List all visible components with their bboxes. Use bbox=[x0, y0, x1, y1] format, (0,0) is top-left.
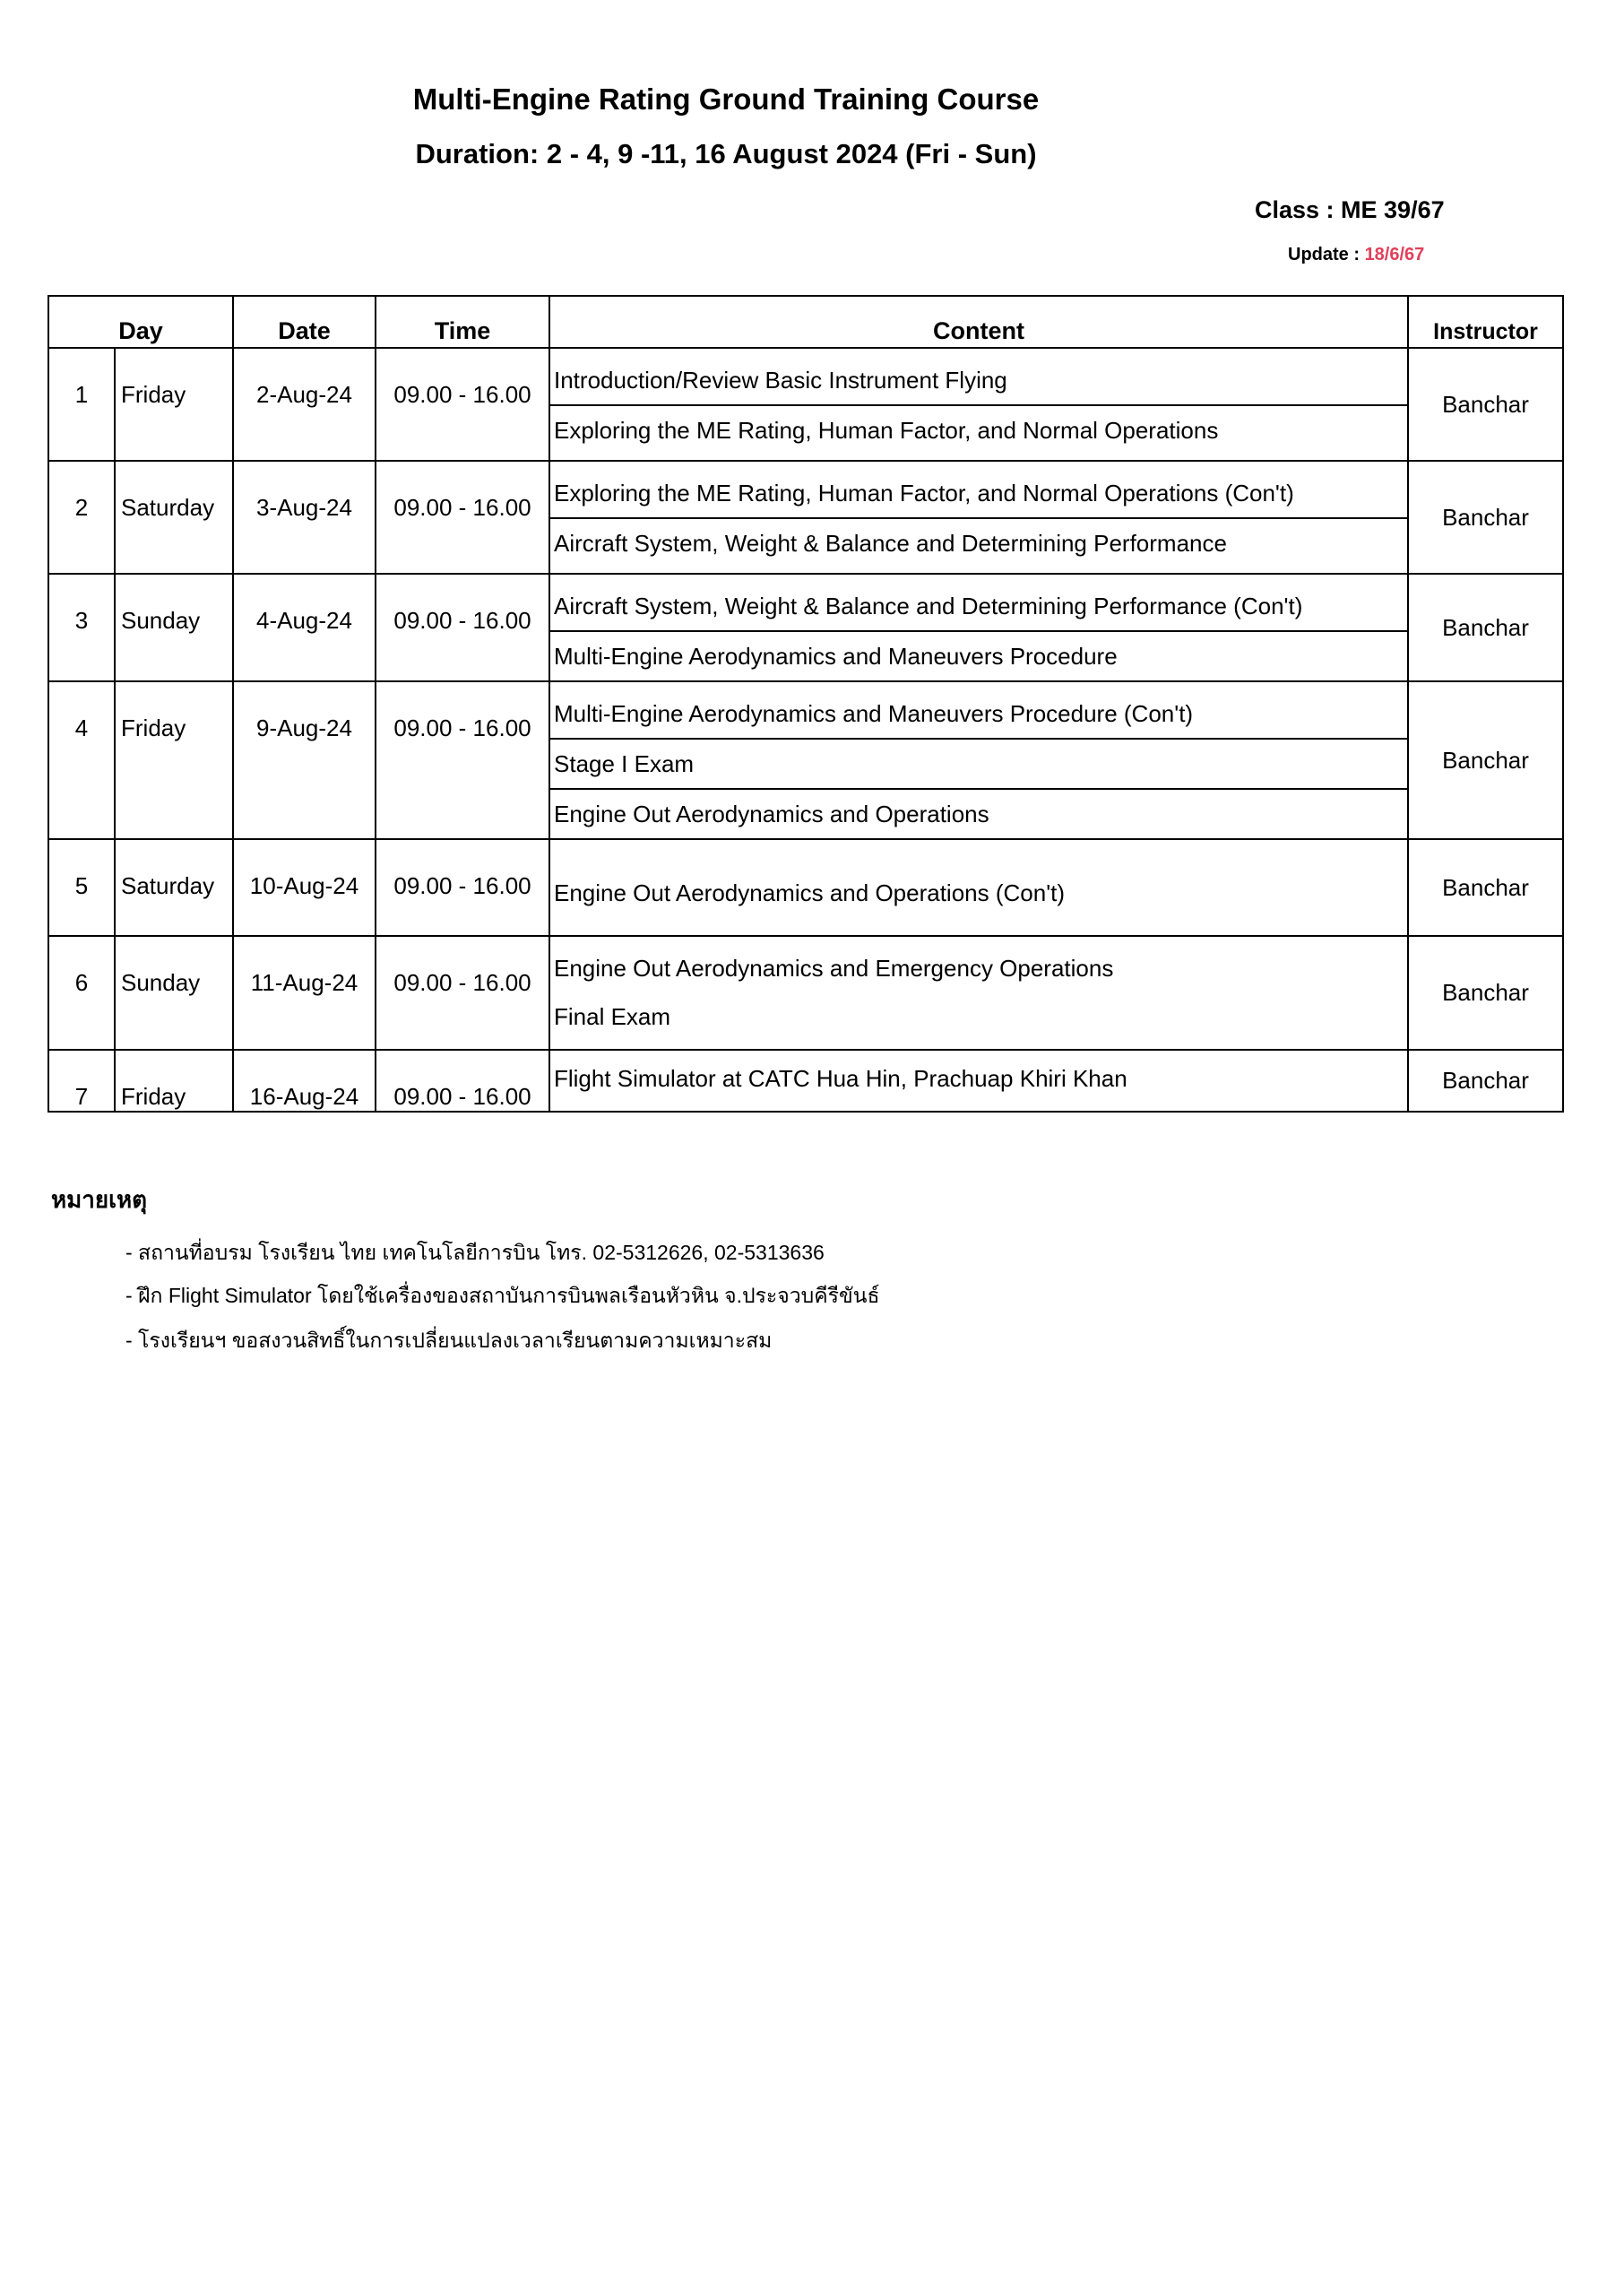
update-line bbox=[1288, 245, 1424, 265]
content-line: Stage I Exam bbox=[550, 738, 1407, 788]
row-content bbox=[549, 348, 1408, 461]
row-content bbox=[549, 461, 1408, 574]
table-row bbox=[48, 1050, 1563, 1112]
header-content: Content bbox=[549, 296, 1408, 348]
row-number: 4 bbox=[48, 681, 115, 839]
update-label: Update : bbox=[1288, 245, 1365, 264]
row-date: 2-Aug-24 bbox=[233, 348, 376, 461]
header-time: Time bbox=[376, 296, 549, 348]
row-content bbox=[549, 839, 1408, 936]
row-date: 11-Aug-24 bbox=[233, 936, 376, 1050]
row-day: Friday bbox=[115, 348, 233, 461]
row-time: 09.00 - 16.00 bbox=[376, 348, 549, 461]
course-duration: Duration: 2 - 4, 9 -11, 16 August 2024 (Fri - Sun) bbox=[415, 138, 1037, 169]
table-row bbox=[48, 681, 1563, 839]
table-row bbox=[48, 936, 1563, 1050]
row-content bbox=[549, 574, 1408, 681]
row-time: 09.00 - 16.00 bbox=[376, 461, 549, 574]
row-time: 09.00 - 16.00 bbox=[376, 681, 549, 839]
table-row bbox=[48, 348, 1563, 461]
class-label: Class : ME 39/67 bbox=[1255, 196, 1445, 223]
row-instructor: Banchar bbox=[1408, 461, 1563, 574]
row-time: 09.00 - 16.00 bbox=[376, 574, 549, 681]
row-number: 1 bbox=[48, 348, 115, 461]
table-row bbox=[48, 839, 1563, 936]
content-line: Flight Simulator at CATC Hua Hin, Prachuap Khiri Khan bbox=[554, 1065, 1127, 1092]
row-date: 9-Aug-24 bbox=[233, 681, 376, 839]
row-time: 09.00 - 16.00 bbox=[376, 936, 549, 1050]
content-line: Exploring the ME Rating, Human Factor, and Normal Operations (Con't) bbox=[554, 480, 1294, 507]
content-line: Aircraft System, Weight & Balance and Determining Performance (Con't) bbox=[554, 593, 1303, 619]
row-day: Saturday bbox=[115, 839, 233, 936]
schedule-table bbox=[48, 295, 1564, 1113]
row-instructor: Banchar bbox=[1408, 681, 1563, 839]
row-instructor: Banchar bbox=[1408, 1050, 1563, 1112]
content-line: Introduction/Review Basic Instrument Flying bbox=[554, 367, 1007, 394]
table-row bbox=[48, 574, 1563, 681]
row-time: 09.00 - 16.00 bbox=[376, 1050, 549, 1112]
row-day: Sunday bbox=[115, 574, 233, 681]
table-header-row bbox=[48, 296, 1563, 348]
note-item: - โรงเรียนฯ ขอสงวนสิทธิ์ในการเปลี่ยนแปลงเวลาเรียนตามความเหมาะสม bbox=[125, 1329, 773, 1352]
header-day: Day bbox=[48, 296, 233, 348]
row-instructor: Banchar bbox=[1408, 839, 1563, 936]
content-line: Exploring the ME Rating, Human Factor, and Normal Operations bbox=[550, 404, 1407, 455]
row-date: 10-Aug-24 bbox=[233, 839, 376, 936]
row-number: 6 bbox=[48, 936, 115, 1050]
row-content bbox=[549, 936, 1408, 1050]
row-day: Sunday bbox=[115, 936, 233, 1050]
row-number: 7 bbox=[48, 1050, 115, 1112]
row-date: 16-Aug-24 bbox=[233, 1050, 376, 1112]
row-instructor: Banchar bbox=[1408, 348, 1563, 461]
row-day: Friday bbox=[115, 1050, 233, 1112]
content-line: Engine Out Aerodynamics and Operations bbox=[550, 788, 1407, 838]
row-date: 3-Aug-24 bbox=[233, 461, 376, 574]
content-line: Multi-Engine Aerodynamics and Maneuvers Procedure (Con't) bbox=[554, 700, 1194, 727]
row-day: Saturday bbox=[115, 461, 233, 574]
header-date: Date bbox=[233, 296, 376, 348]
row-number: 3 bbox=[48, 574, 115, 681]
row-date: 4-Aug-24 bbox=[233, 574, 376, 681]
content-line: Engine Out Aerodynamics and Operations (Con't) bbox=[554, 879, 1066, 906]
row-time: 09.00 - 16.00 bbox=[376, 839, 549, 936]
notes-heading: หมายเหตุ bbox=[51, 1186, 148, 1213]
header-instructor: Instructor bbox=[1408, 296, 1563, 348]
row-day: Friday bbox=[115, 681, 233, 839]
row-content bbox=[549, 1050, 1408, 1112]
note-item: - ฝึก Flight Simulator โดยใช้เครื่องของสถาบันการบินพลเรือนหัวหิน จ.ประจวบคีรีขันธ์ bbox=[125, 1284, 880, 1307]
content-line: Aircraft System, Weight & Balance and Determining Performance bbox=[550, 517, 1407, 567]
content-line: Engine Out Aerodynamics and Emergency Operations bbox=[554, 955, 1114, 982]
row-content bbox=[549, 681, 1408, 839]
row-number: 2 bbox=[48, 461, 115, 574]
content-line: Final Exam bbox=[554, 1003, 671, 1030]
content-line: Multi-Engine Aerodynamics and Maneuvers Procedure bbox=[550, 630, 1407, 680]
update-value: 18/6/67 bbox=[1364, 245, 1425, 264]
note-item: - สถานที่อบรม โรงเรียน ไทย เทคโนโลยีการบิน โทร. 02-5312626, 02-5313636 bbox=[125, 1241, 825, 1264]
row-instructor: Banchar bbox=[1408, 936, 1563, 1050]
course-title: Multi-Engine Rating Ground Training Course bbox=[412, 82, 1040, 116]
table-row bbox=[48, 461, 1563, 574]
row-instructor: Banchar bbox=[1408, 574, 1563, 681]
row-number: 5 bbox=[48, 839, 115, 936]
